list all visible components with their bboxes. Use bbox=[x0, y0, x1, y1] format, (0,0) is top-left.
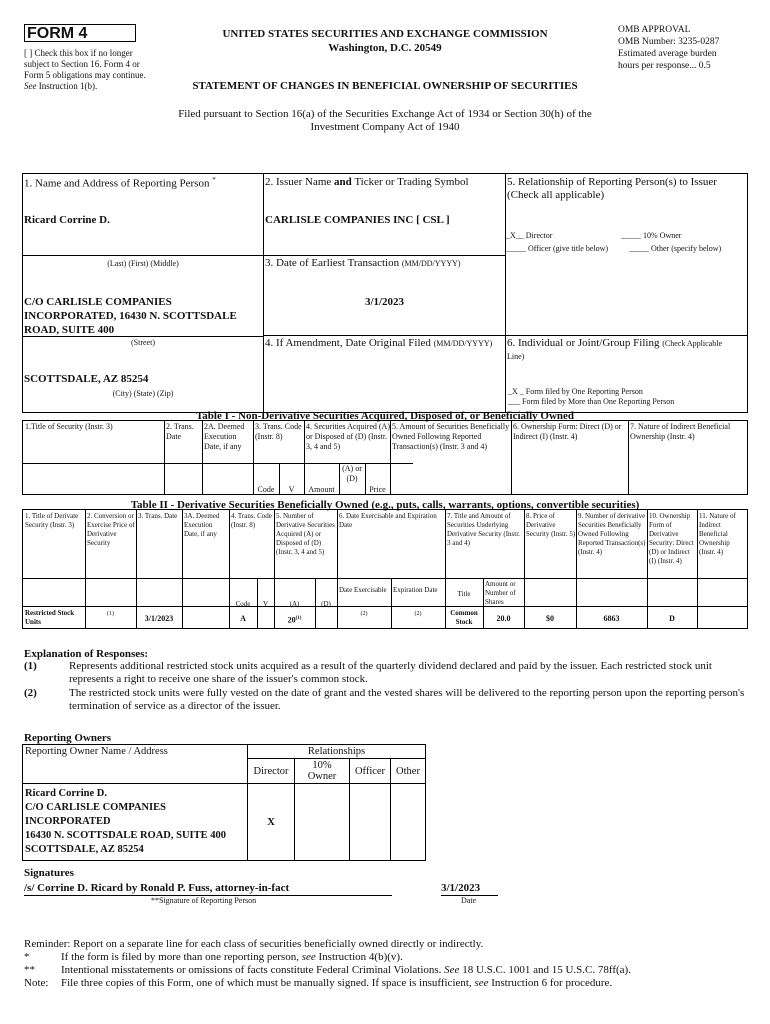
reporting-person-street: C/O CARLISLE COMPANIES INCORPORATED, 16430 N. SCOTTSDALE ROAD, SUITE 400 bbox=[24, 296, 237, 336]
reporting-person-city: SCOTTSDALE, AZ 85254 bbox=[24, 373, 149, 385]
director-checkbox[interactable]: _X__ Director bbox=[506, 231, 553, 240]
row-trans-code: A bbox=[240, 614, 246, 623]
table2-title: Table II - Derivative Securities Beneficially Owned (e.g., puts, calls, warrants, options, convertible securities) bbox=[130, 499, 640, 511]
multiple-reporting-persons-option[interactable]: ___ Form filed by More than One Reporting Person bbox=[508, 397, 675, 406]
explanation-heading: Explanation of Responses: bbox=[24, 648, 149, 660]
other-checkbox[interactable]: _____ Other (specify below) bbox=[629, 244, 722, 253]
table2: 1. Title of Derivate Security (Instr. 3) 2. Conversion or Exercise Price of Derivative Security 3. Trans. Date 3A. Deemed Execution Date, if any 4. Trans. Code (Instr. 8) 5. Number of Derivative Securities Acquired (A) or Disposed of (D) (Instr. 3, 4 and 5) 6. Date Exercisable and Expiration Date 7. Title and Amount of Securities Underlying Derivative Security (Instr. 3 and 4) 8. Price of Derivative Security (Instr. 5) 9. Number of derivative Securities Beneficially Owned Following Reported Transaction(s) (Instr. 4) 10. Ownership Form of Derivative Security: Direct (D) or Indirect (I) (Instr. 4) 11. Nature of Indirect Beneficial Ownership (Instr. 4) Code V (A) (D) Date Exercisable Expiration Date Title Amount or Number of Shares Restricted Stock Units (1) 3/1/2023 A 20$^{(1)}$ (2) (2) Common Stock 20.0 $0 6863 D bbox=[22, 509, 748, 629]
reminder-note-3: File three copies of this Form, one of which must be manually signed. If space is insufficient, see Instruction 6 for procedure. bbox=[61, 977, 613, 989]
earliest-date-value: 3/1/2023 bbox=[364, 296, 405, 308]
table1: 1.Title of Security (Instr. 3) 2. Trans. Date 2A. Deemed Execution Date, if any 3. Trans. Code (Instr. 8) 4. Securities Acquired (A) or Disposed of (D) (Instr. 3, 4 and 5) 5. Amount of Securities Beneficially Owned Following Reported Transaction(s) (Instr. 3 and 4) 6. Ownership Form: Direct (D) or Indirect (I) (Instr. 4) 7. Nature of Indirect Beneficial Ownership (Instr. 4) Code V Amount (A) or (D) Price bbox=[22, 420, 748, 495]
row-acquired-amount: 20$^{(1)}$ bbox=[287, 615, 302, 625]
reporting-person-name: Ricard Corrine D. bbox=[24, 214, 110, 226]
agency-title: UNITED STATES SECURITIES AND EXCHANGE COMMISSION bbox=[222, 28, 548, 40]
box-earliest-date: 3. Date of Earliest Transaction (MM/DD/YYYY) 3/1/2023 bbox=[263, 255, 506, 336]
row-expiration-date: (2) bbox=[414, 611, 422, 617]
box-reporting-person: 1. Name and Address of Reporting Person * Ricard Corrine D. (Last) (First) (Middle) C/O CARLISLE COMPANIES INCORPORATED, 16430 N. SCOTTSDALE ROAD, SUITE 400 (Street) SCOTTSDALE, AZ 85254 (City) (State) (Zip) bbox=[22, 173, 264, 413]
signature-date: 3/1/2023 bbox=[441, 882, 481, 894]
form-label: FORM 4 bbox=[24, 24, 136, 42]
explanation-2: The restricted stock units were fully vested on the date of grant and the vested shares will be delivered to the reporting person upon the reporting person's termination of service as a director of the issuer. bbox=[69, 687, 745, 712]
reporting-owners-heading: Reporting Owners bbox=[24, 732, 112, 744]
row-underlying-amount: 20.0 bbox=[496, 614, 511, 623]
row-date-exercisable: (2) bbox=[360, 611, 368, 617]
agency-city: Washington, D.C. 20549 bbox=[328, 42, 442, 54]
row-conversion-note: (1) bbox=[107, 611, 114, 617]
row-trans-date: 3/1/2023 bbox=[144, 614, 174, 623]
owner-address: Ricard Corrine D. C/O CARLISLE COMPANIES INCORPORATED 16430 N. SCOTTSDALE ROAD, SUITE 400 SCOTTSDALE, AZ 85254 bbox=[23, 784, 248, 861]
ten-percent-owner-checkbox[interactable]: _____ 10% Owner bbox=[621, 231, 682, 240]
reminder-note-1: If the form is filed by more than one reporting person, see Instruction 4(b)(v). bbox=[61, 951, 403, 963]
box-issuer: 2. Issuer Name and Ticker or Trading Symbol CARLISLE COMPANIES INC [ CSL ] bbox=[263, 173, 506, 256]
row-underlying-title: Common Stock bbox=[450, 609, 478, 626]
no-longer-subject-note: [ ] Check this box if no longer subject to Section 16. Form 4 or Form 5 obligations may continue. See Instruction 1(b). bbox=[24, 48, 146, 91]
reporting-owners-table: Reporting Owner Name / Address Relationships Director 10% Owner Officer Other Ricard Corrine D. C/O CARLISLE COMPANIES INCORPORATED 16430 N. SCOTTSDALE ROAD, SUITE 400 SCOTTSDALE, AZ 85254 X bbox=[22, 744, 426, 861]
one-reporting-person-option[interactable]: _X _ Form filed by One Reporting Person bbox=[508, 387, 643, 396]
officer-checkbox[interactable]: _____ Officer (give title below) bbox=[506, 244, 609, 253]
table1-title: Table I - Non-Derivative Securities Acquired, Disposed of, or Beneficially Owned bbox=[195, 410, 575, 422]
row-security-title: Restricted Stock Units bbox=[25, 609, 75, 626]
box-filing-type: 6. Individual or Joint/Group Filing (Check Applicable Line) _X _ Form filed by One Reporting Person ___ Form filed by More than One Reporting Person bbox=[505, 335, 748, 413]
issuer-name: CARLISLE COMPANIES INC [ CSL ] bbox=[265, 214, 450, 226]
filed-pursuant: Filed pursuant to Section 16(a) of the Securities Exchange Act of 1934 or Section 30(h) of the Investment Company Act of 1940 bbox=[178, 108, 592, 133]
statement-title: STATEMENT OF CHANGES IN BENEFICIAL OWNERSHIP OF SECURITIES bbox=[192, 80, 578, 92]
row-price: $0 bbox=[546, 614, 554, 623]
reminder-line: Reminder: Report on a separate line for each class of securities beneficially owned directly or indirectly. bbox=[24, 938, 484, 950]
omb-approval: OMB APPROVAL OMB Number: 3235-0287 Estimated average burden hours per response... 0.5 bbox=[618, 25, 720, 71]
box-relationship: 5. Relationship of Reporting Person(s) to Issuer (Check all applicable) _X__ Director _____ 10% Owner _____ Officer (give title below) _____ Other (specify below) bbox=[505, 173, 748, 336]
row-ownership-form: D bbox=[669, 614, 675, 623]
signatures-heading: Signatures bbox=[24, 867, 74, 879]
signature-text: /s/ Corrine D. Ricard by Ronald P. Fuss, attorney-in-fact bbox=[24, 882, 290, 894]
box-amendment: 4. If Amendment, Date Original Filed (MM/DD/YYYY) bbox=[263, 335, 506, 413]
reminder-note-2: Intentional misstatements or omissions of facts constitute Federal Criminal Violations. See 18 U.S.C. 1001 and 15 U.S.C. 78ff(a). bbox=[61, 964, 631, 976]
explanation-1: Represents additional restricted stock units acquired as a result of the quarterly dividend declared and paid by the issuer. Each restricted stock unit represents a right to receive one share of the issuer's common stock. bbox=[69, 660, 712, 685]
owner-director-mark: X bbox=[248, 784, 295, 861]
row-owned-following: 6863 bbox=[603, 614, 620, 623]
